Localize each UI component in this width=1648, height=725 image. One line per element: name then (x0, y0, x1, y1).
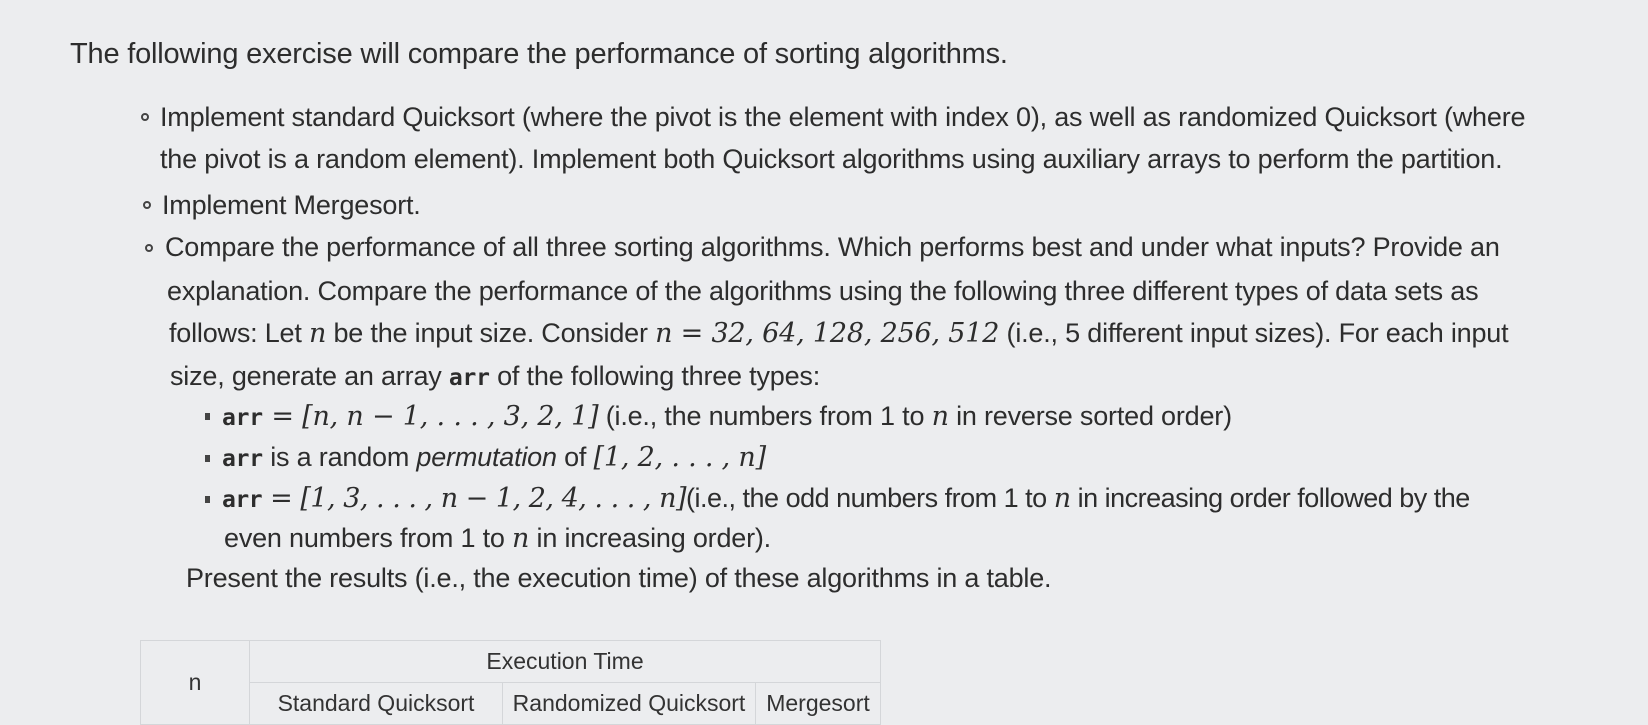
bullet-3-line-1: Compare the performance of all three sorting algorithms. Which performs best and under what inputs? Provide an (165, 232, 1500, 262)
table-header-row (141, 641, 881, 683)
subbullet-3-line-2: even numbers from 1 to n in increasing order). (224, 523, 771, 554)
bullet-square-icon (205, 413, 210, 420)
bullet-1-line-1: Implement standard Quicksort (where the pivot is the element with index 0), as well as randomized Quicksort (where (160, 102, 1526, 132)
header-standard-quicksort: Standard Quicksort (250, 683, 503, 725)
subbullet-2: arr is a random permutation of [1, 2, . . . , n] (222, 442, 766, 473)
header-execution-time: Execution Time (250, 641, 881, 683)
bullet-2-line-1: Implement Mergesort. (162, 190, 421, 220)
header-n: n (141, 641, 250, 725)
header-mergesort: Mergesort (756, 683, 881, 725)
bullet-square-icon (205, 496, 210, 503)
bullet-circle-icon (143, 201, 151, 209)
header-randomized-quicksort: Randomized Quicksort (503, 683, 756, 725)
bullet-3-line-2: explanation. Compare the performance of the algorithms using the following three different types of data sets as (167, 276, 1479, 306)
present-text: Present the results (i.e., the execution time) of these algorithms in a table. (186, 563, 1052, 593)
bullet-square-icon (205, 455, 210, 462)
bullet-1-line-2: the pivot is a random element). Implement both Quicksort algorithms using auxiliary arrays to perform the partition. (160, 144, 1503, 174)
table-subheader-row (141, 683, 881, 725)
bullet-circle-icon (145, 244, 153, 252)
bullet-circle-icon (141, 113, 149, 121)
subbullet-1: arr = [n, n − 1, . . . , 3, 2, 1] (i.e., the numbers from 1 to n in reverse sorted order) (222, 401, 1232, 432)
results-table (140, 640, 881, 725)
bullet-3-line-3: follows: Let n be the input size. Consider n = 32, 64, 128, 256, 512 (i.e., 5 different input sizes). For each input (169, 318, 1509, 349)
intro-text: The following exercise will compare the performance of sorting algorithms. (70, 38, 1008, 70)
subbullet-3: arr = [1, 3, . . . , n − 1, 2, 4, . . . , n](i.e., the odd numbers from 1 to n in increasing order followed by the (222, 483, 1470, 514)
bullet-3-line-4: size, generate an array arr of the following three types: (170, 361, 821, 391)
